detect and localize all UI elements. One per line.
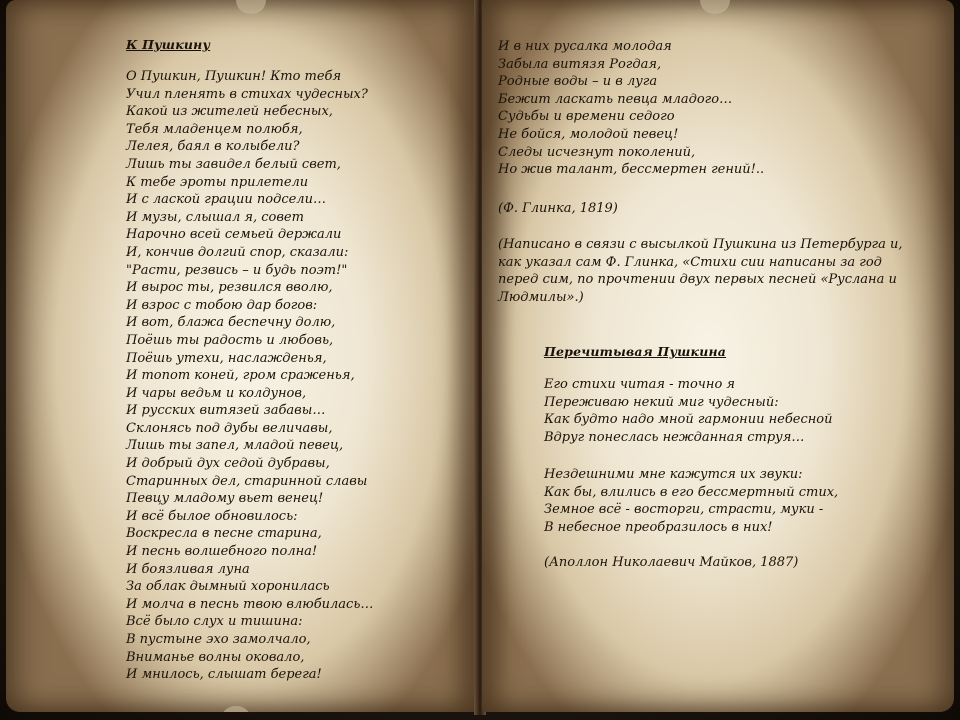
poem-line: Лишь ты запел, младой певец,: [126, 438, 344, 454]
poem-line: Тебя младенцем полюбя,: [126, 121, 303, 137]
poem-line: Склонясь под дубы величавы,: [126, 420, 333, 436]
poem-line: О Пушкин, Пушкин! Кто тебя: [126, 69, 342, 84]
poem-line: И топот коней, гром сраженья,: [126, 368, 355, 384]
poem-line: Земное всё - восторги, страсти, муки -: [544, 502, 824, 518]
poem-line: И взрос с тобою дар богов:: [126, 297, 318, 313]
publication-note: (Написано в связи с высылкой Пушкина из Петербурга и, как указал сам Ф. Глинка, «Стихи сии написаны за год перед сим, по прочтении двух первых песней «Руслана и Людмилы».): [498, 237, 903, 305]
left-page: [6, 0, 476, 712]
poem-line: К тебе эроты прилетели: [126, 174, 309, 190]
poem-title-perechityvaya: Перечитывая Пушкина: [544, 344, 727, 359]
poem-line: Нездешними мне кажутся их звуки:: [544, 467, 803, 482]
poem-line: И молча в песнь твою влюбилась…: [126, 596, 374, 612]
poem-line: В пустыне эхо замолчало,: [126, 632, 311, 647]
poem-line: Следы исчезнут поколений,: [498, 144, 696, 160]
poem-line: И чары ведьм и колдунов,: [126, 385, 307, 401]
poem-line: И мнилось, слышат берега!: [126, 667, 322, 683]
poem-line: Какой из жителей небесных,: [126, 104, 333, 120]
poem-line: Нарочно всей семьей держали: [126, 227, 342, 243]
poem-line: И с лаской грации подсели…: [126, 192, 326, 208]
poem-line: Как бы, влились в его бессмертный стих,: [544, 484, 839, 500]
poem-line: В небесное преобразилось в них!: [544, 519, 773, 535]
right-page: [482, 0, 954, 712]
maikov-signature: (Аполлон Николаевич Майков, 1887): [544, 555, 799, 570]
poem-line: И русских витязей забавы…: [126, 403, 326, 419]
poem-maikov-stanza-2: [544, 466, 838, 536]
poem-line: Вниманье волны оковало,: [126, 649, 305, 665]
page-ornament: [700, 0, 730, 14]
poem-line: Лелея, баял в колыбели?: [126, 139, 300, 155]
poem-line: Старинных дел, старинной славы: [126, 473, 368, 489]
poem-line: Певцу младому вьет венец!: [126, 491, 324, 507]
poem-maikov-stanza-1: [544, 376, 833, 446]
poem-line: Лишь ты завидел белый свет,: [126, 156, 341, 172]
poem-line: Забыла витязя Рогдая,: [498, 56, 662, 72]
poem-line: И боязливая луна: [126, 561, 250, 577]
poem-line: Вдруг понеслась нежданная струя…: [544, 429, 805, 445]
poem-line: И, кончив долгий спор, сказали:: [126, 244, 349, 260]
poem-line: Всё было слух и тишина:: [126, 614, 303, 630]
glinka-signature: (Ф. Глинка, 1819): [498, 201, 618, 216]
page-ornament: [236, 0, 266, 14]
poem-line: Не бойся, молодой певец!: [498, 126, 679, 142]
poem-lines: [126, 68, 373, 684]
poem-line: Его стихи читая - точно я: [544, 377, 736, 392]
poem-line: За облак дымный хоронилась: [126, 579, 330, 595]
poem-line: И добрый дух седой дубравы,: [126, 456, 330, 472]
poem-line: Учил пленять в стихах чудесных?: [126, 86, 368, 102]
poem-line: Поёшь ты радость и любовь,: [126, 332, 334, 348]
poem-line: И в них русалка молодая: [498, 39, 672, 54]
poem-line: Поёшь утехи, наслажденья,: [126, 350, 327, 366]
poem-line: Как будто надо мной гармонии небесной: [544, 412, 833, 428]
poem-glinka-part-1: [126, 37, 373, 684]
poem-line: Но жив талант, бессмертен гений!..: [498, 162, 765, 178]
poem-line: Родные воды – и в луга: [498, 74, 658, 90]
poem-line: Судьбы и времени седого: [498, 109, 675, 125]
poem-line: И вот, блажа беспечну долю,: [126, 315, 336, 331]
poem-line: И музы, слышал я, совет: [126, 209, 304, 225]
poem-line: И всё былое обновилось:: [126, 508, 298, 524]
poem-line: "Расти, резвись – и будь поэт!": [126, 262, 348, 278]
poem-glinka-part-2: [498, 38, 764, 179]
poem-line: Воскресла в песне старина,: [126, 526, 322, 542]
page-ornament: [221, 706, 251, 712]
poem-title-k-pushkinu: К Пушкину: [126, 37, 211, 52]
poem-line: Переживаю некий миг чудесный:: [544, 394, 779, 410]
poem-line: Бежит ласкать певца младого…: [498, 91, 733, 107]
poem-line: И вырос ты, резвился вволю,: [126, 280, 333, 296]
poem-line: И песнь волшебного полна!: [126, 544, 318, 560]
